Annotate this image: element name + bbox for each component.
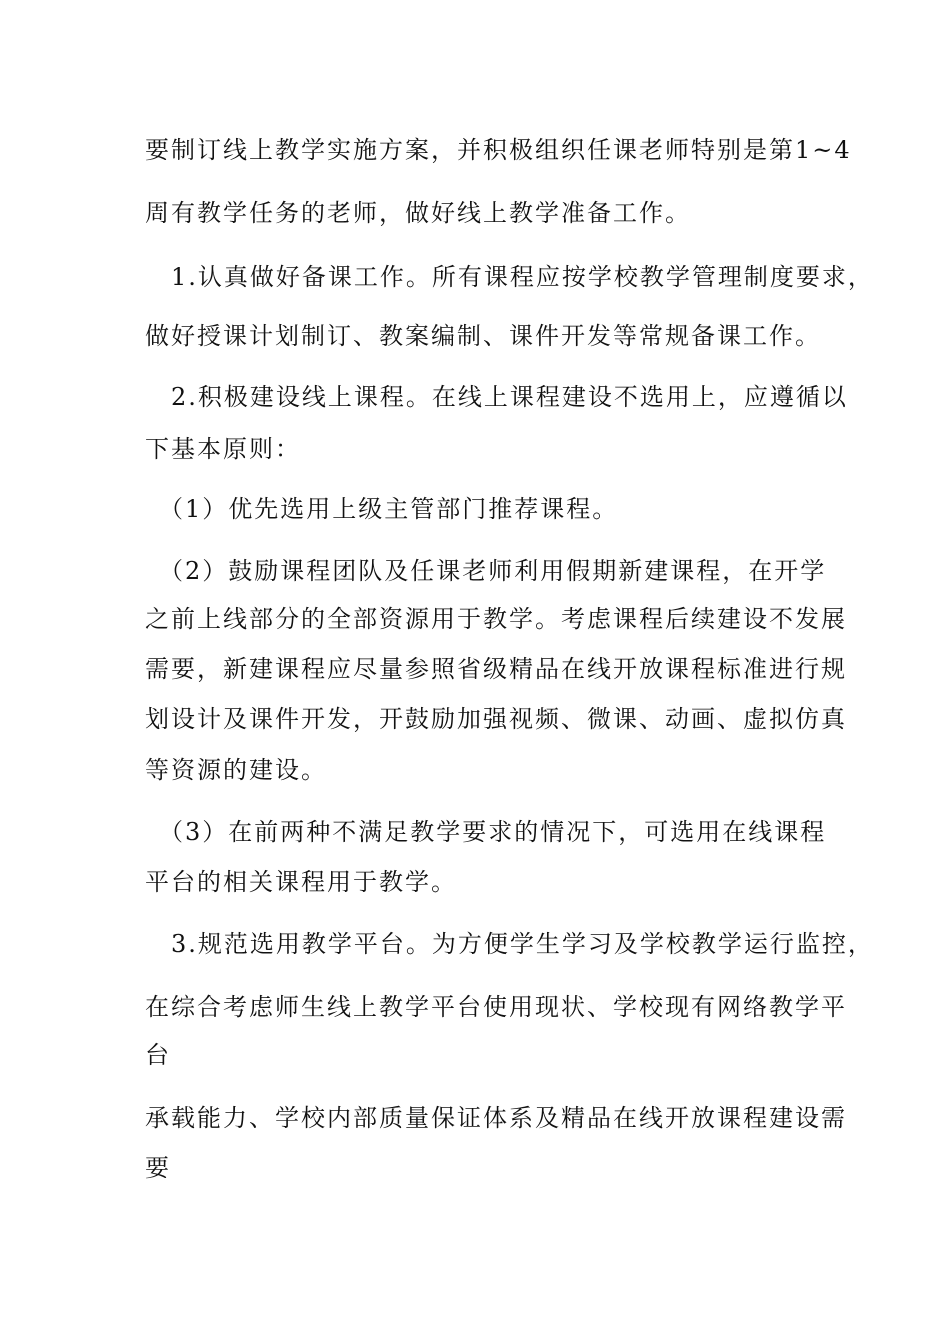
paragraph-line: 平台的相关课程用于教学。 — [145, 868, 457, 896]
paragraph-line: 1.认真做好备课工作。所有课程应按学校教学管理制度要求， — [145, 263, 874, 291]
paragraph-line: 台 — [145, 1041, 171, 1069]
paragraph-line: 等资源的建设。 — [145, 756, 327, 784]
paragraph-line: 承载能力、学校内部质量保证体系及精品在线开放课程建设需 — [145, 1104, 847, 1132]
paragraph-line: 2.积极建设线上课程。在线上课程建设不选用上，应遵循以 — [145, 383, 848, 411]
paragraph-line: 3.规范选用教学平台。为方便学生学习及学校教学运行监控， — [145, 930, 874, 958]
paragraph-line: 需要，新建课程应尽量参照省级精品在线开放课程标准进行规 — [145, 655, 847, 683]
paragraph-line: 要 — [145, 1154, 171, 1182]
paragraph-line: 划设计及课件开发，开鼓励加强视频、微课、动画、虚拟仿真 — [145, 705, 847, 733]
paragraph-line: 下基本原则： — [145, 435, 301, 463]
paragraph-line: 要制订线上教学实施方案，并积极组织任课老师特别是第1~4 — [145, 136, 852, 164]
paragraph-line: 做好授课计划制订、教案编制、课件开发等常规备课工作。 — [145, 322, 821, 350]
paragraph-line: （3）在前两种不满足教学要求的情况下，可选用在线课程 — [145, 818, 827, 846]
paragraph-line: 周有教学任务的老师，做好线上教学准备工作。 — [145, 199, 691, 227]
paragraph-line: （1）优先选用上级主管部门推荐课程。 — [145, 495, 619, 523]
paragraph-line: （2）鼓励课程团队及任课老师利用假期新建课程，在开学 — [145, 557, 827, 585]
paragraph-line: 之前上线部分的全部资源用于教学。考虑课程后续建设不发展 — [145, 605, 847, 633]
paragraph-line: 在综合考虑师生线上教学平台使用现状、学校现有网络教学平 — [145, 993, 847, 1021]
